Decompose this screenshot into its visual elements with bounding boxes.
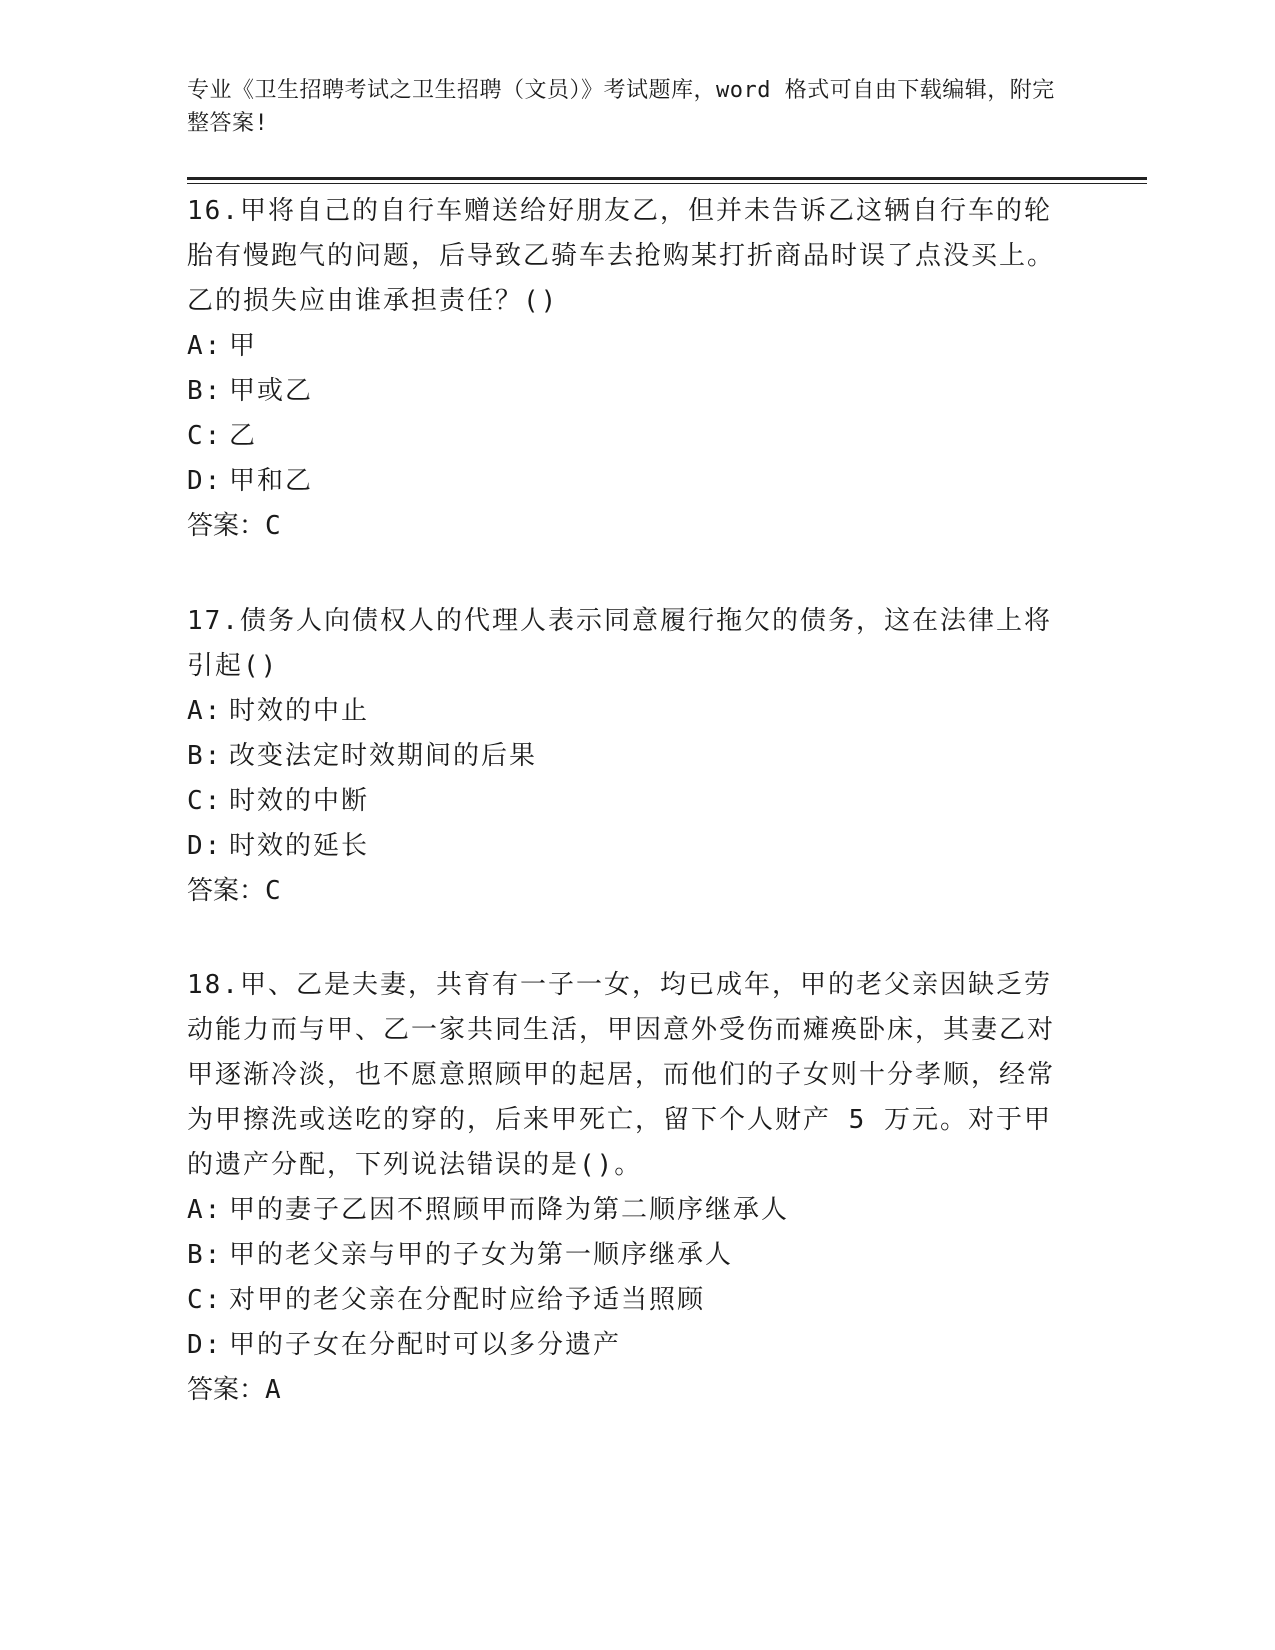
option-a bbox=[187, 1188, 1067, 1233]
answer-value: C bbox=[265, 876, 281, 906]
answer-label: 答案： bbox=[187, 511, 266, 541]
option-text: 甲的子女在分配时可以多分遗产 bbox=[229, 1330, 622, 1360]
option-text: 乙 bbox=[229, 421, 258, 451]
answer-label: 答案： bbox=[187, 876, 266, 906]
option-text: 时效的中断 bbox=[229, 786, 370, 816]
option-d bbox=[187, 824, 1067, 869]
answer bbox=[187, 504, 1067, 549]
option-key: C: bbox=[187, 1285, 223, 1315]
option-key: B: bbox=[187, 376, 223, 406]
option-c bbox=[187, 1278, 1067, 1323]
option-key: D: bbox=[187, 831, 223, 861]
header-divider-thin bbox=[187, 183, 1147, 184]
option-text: 甲 bbox=[229, 331, 258, 361]
option-b bbox=[187, 369, 1067, 414]
option-text: 甲的妻子乙因不照顾甲而降为第二顺序继承人 bbox=[229, 1195, 790, 1225]
option-text: 时效的中止 bbox=[229, 696, 370, 726]
header-divider-thick bbox=[187, 177, 1147, 180]
question-18 bbox=[187, 963, 1067, 1413]
option-a bbox=[187, 324, 1067, 369]
option-b bbox=[187, 734, 1067, 779]
option-key: D: bbox=[187, 1330, 223, 1360]
option-key: C: bbox=[187, 421, 223, 451]
option-text: 时效的延长 bbox=[229, 831, 370, 861]
option-d bbox=[187, 459, 1067, 504]
option-text: 甲的老父亲与甲的子女为第一顺序继承人 bbox=[229, 1240, 734, 1270]
answer bbox=[187, 1368, 1067, 1413]
option-key: C: bbox=[187, 786, 223, 816]
question-16 bbox=[187, 189, 1067, 549]
option-key: B: bbox=[187, 1240, 223, 1270]
option-text: 甲或乙 bbox=[229, 376, 314, 406]
option-text: 对甲的老父亲在分配时应给予适当照顾 bbox=[229, 1285, 706, 1315]
option-c bbox=[187, 779, 1067, 824]
option-key: A: bbox=[187, 331, 223, 361]
answer-value: C bbox=[265, 511, 281, 541]
option-d bbox=[187, 1323, 1067, 1368]
option-key: A: bbox=[187, 696, 223, 726]
option-text: 改变法定时效期间的后果 bbox=[229, 741, 538, 771]
answer-value: A bbox=[265, 1375, 281, 1405]
option-key: B: bbox=[187, 741, 223, 771]
answer-label: 答案： bbox=[187, 1375, 266, 1405]
document-header: 专业《卫生招聘考试之卫生招聘（文员）》考试题库，word 格式可自由下载编辑，附完整答案! bbox=[187, 78, 1055, 136]
option-text: 甲和乙 bbox=[229, 466, 314, 496]
option-key: A: bbox=[187, 1195, 223, 1225]
option-key: D: bbox=[187, 466, 223, 496]
question-text: 16.甲将自己的自行车赠送给好朋友乙，但并未告诉乙这辆自行车的轮胎有慢跑气的问题，后导致乙骑车去抢购某打折商品时误了点没买上。乙的损失应由谁承担责任？() bbox=[187, 196, 1056, 316]
question-17 bbox=[187, 599, 1067, 914]
option-c bbox=[187, 414, 1067, 459]
answer bbox=[187, 869, 1067, 914]
option-b bbox=[187, 1233, 1067, 1278]
option-a bbox=[187, 689, 1067, 734]
question-text: 17.债务人向债权人的代理人表示同意履行拖欠的债务，这在法律上将引起() bbox=[187, 606, 1052, 681]
question-text: 18.甲、乙是夫妻，共育有一子一女，均已成年，甲的老父亲因缺乏劳动能力而与甲、乙一家共同生活，甲因意外受伤而瘫痪卧床，其妻乙对甲逐渐冷淡，也不愿意照顾甲的起居，而他们的子女则十分孝顺，经常为甲擦洗或送吃的穿的，后来甲死亡，留下个人财产 5 万元。对于甲的遗产分配，下列说法错误的是()。 bbox=[187, 970, 1056, 1180]
